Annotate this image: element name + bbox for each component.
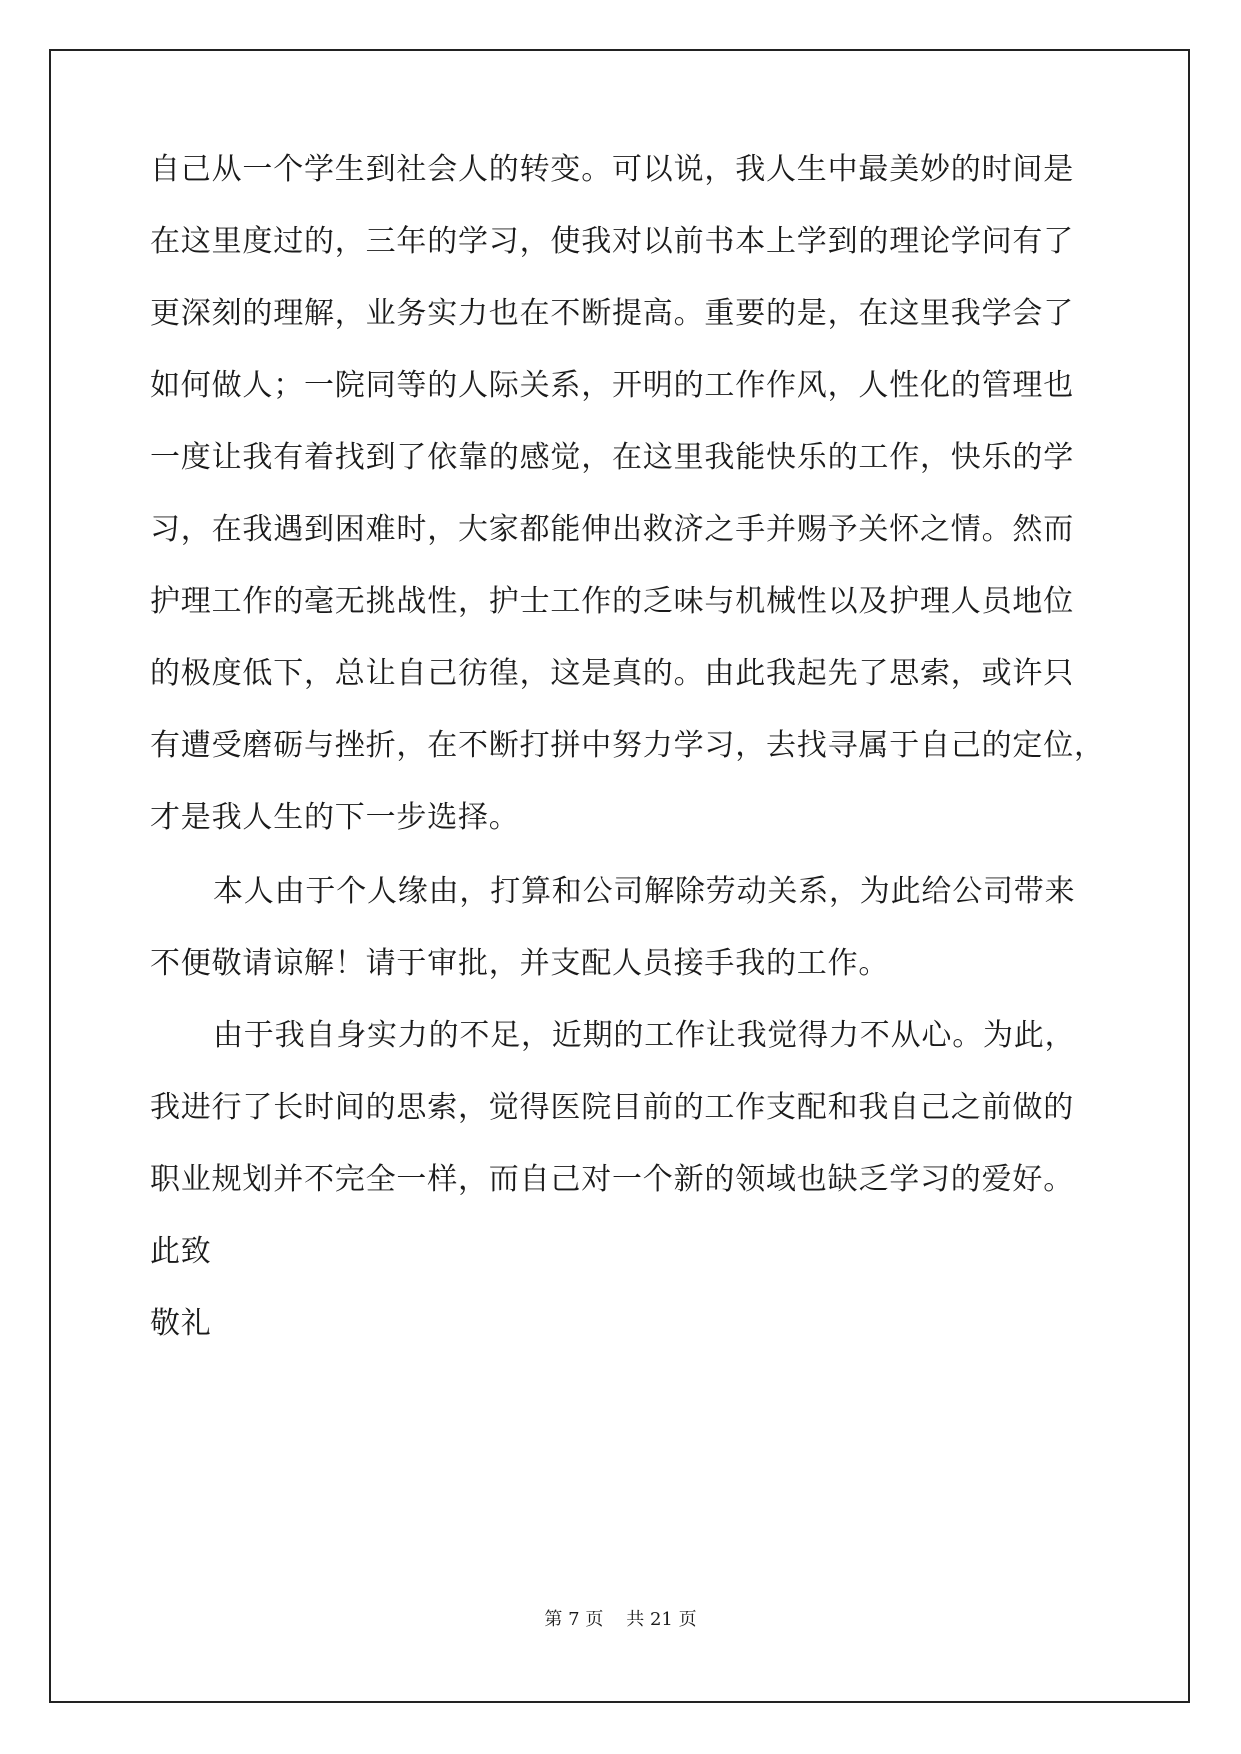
text-line: 更深刻的理解，业务实力也在不断提高。重要的是，在这里我学会了 — [150, 296, 1074, 331]
page-footer — [0, 1608, 1241, 1632]
text-line: 我进行了长时间的思索，觉得医院目前的工作支配和我自己之前做的 — [150, 1090, 1074, 1125]
text-line: 习，在我遇到困难时，大家都能伸出救济之手并赐予关怀之情。然而 — [150, 512, 1074, 547]
text-line: 才是我人生的下一步选择。 — [150, 800, 520, 835]
text-line: 在这里度过的，三年的学习，使我对以前书本上学到的理论学问有了 — [150, 224, 1074, 259]
text-line: 自己从一个学生到社会人的转变。可以说，我人生中最美妙的时间是 — [150, 152, 1074, 187]
text-line: 一度让我有着找到了依靠的感觉，在这里我能快乐的工作，快乐的学 — [150, 440, 1074, 475]
text-line: 职业规划并不完全一样，而自己对一个新的领域也缺乏学习的爱好。 — [150, 1162, 1074, 1197]
closing-line: 敬礼 — [150, 1306, 212, 1341]
text-line: 的极度低下，总让自己彷徨，这是真的。由此我起先了思索，或许只 — [150, 656, 1074, 691]
text-line: 护理工作的毫无挑战性，护士工作的乏味与机械性以及护理人员地位 — [150, 584, 1074, 619]
text-line: 由于我自身实力的不足，近期的工作让我觉得力不从心。为此， — [213, 1018, 1076, 1053]
text-line: 有遭受磨砺与挫折，在不断打拼中努力学习，去找寻属于自己的定位， — [150, 728, 1105, 763]
text-line: 如何做人；一院同等的人际关系，开明的工作作风，人性化的管理也 — [150, 368, 1074, 403]
text-line: 本人由于个人缘由，打算和公司解除劳动关系，为此给公司带来 — [213, 874, 1076, 909]
page-total: 共 21 页 — [626, 1609, 697, 1630]
page-number: 第 7 页 — [544, 1609, 604, 1630]
closing-line: 此致 — [150, 1234, 212, 1269]
text-line: 不便敬请谅解！请于审批，并支配人员接手我的工作。 — [150, 946, 890, 981]
